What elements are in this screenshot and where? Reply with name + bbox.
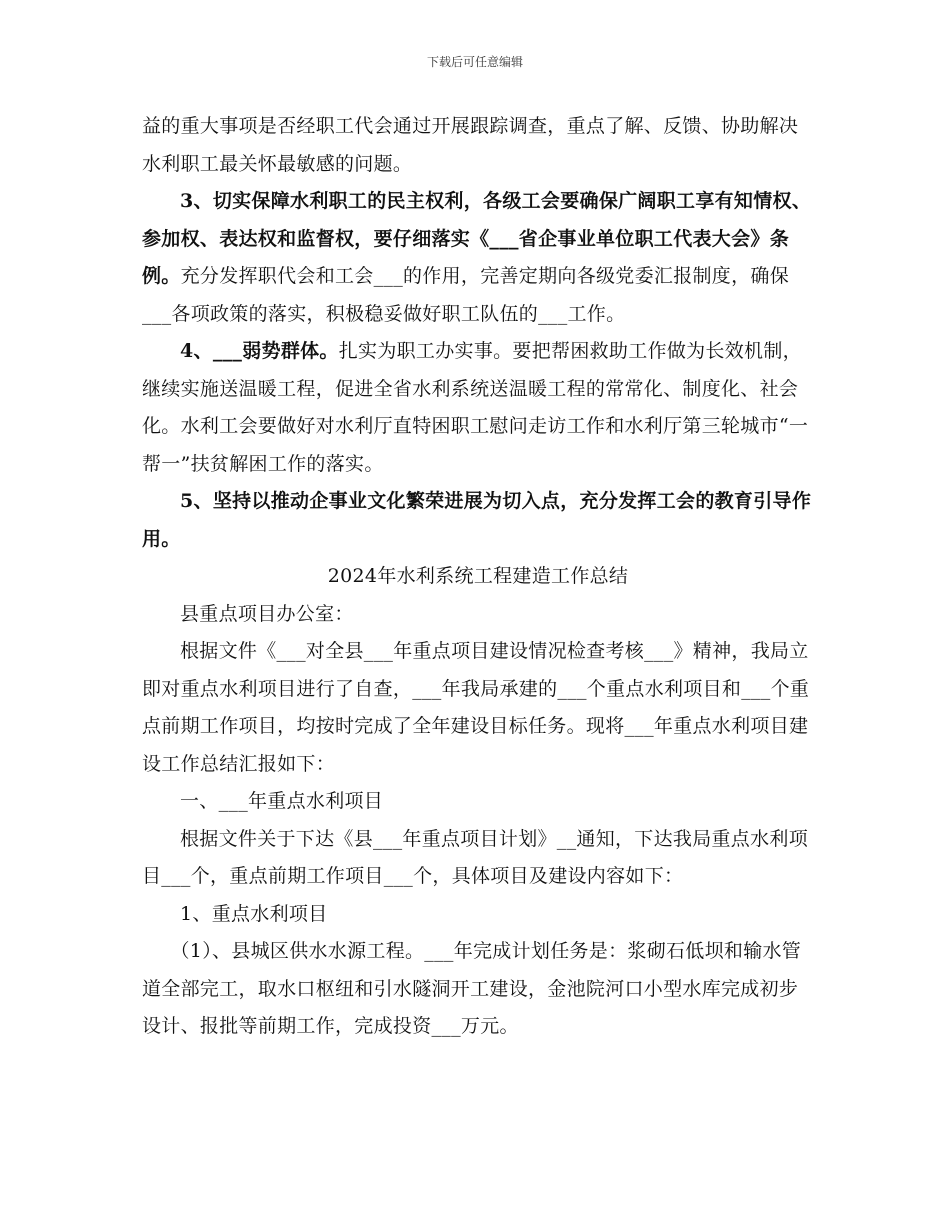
paragraph [142, 333, 814, 483]
paragraph-text: 扎实为职工办实事。要把帮困救助工作做为长效机制，继续实施送温暖工程，促进全省水利系统送温暖工程的常常化、制度化、社会化。水利工会要做好对水利厅直特困职工慰问走访工作和水利厅第三轮城市“一帮一”扶贫解困工作的落实。 [142, 340, 809, 475]
document-body [142, 108, 814, 1046]
paragraph: 根据文件《___对全县___年重点项目建设情况检查考核___》精神，我局立即对重点水利项目进行了自查，___年我局承建的___个重点水利项目和___个重点前期工作项目，均按时完成了全年建设目标任务。现将___年重点水利项目建设工作总结汇报如下： [142, 640, 810, 775]
document-title: 2024年水利系统工程建造工作总结 [327, 565, 629, 587]
salutation: 县重点项目办公室： [180, 602, 354, 625]
bold-heading: 3、切实保障水利职工的民主权利，各级工会要确保广阔职工享有知情权、参加权、表达权和监督权，要仔细落实《___省企事业单位职工代表大会》条例。 [142, 190, 812, 287]
paragraph: 益的重大事项是否经职工代会通过开展跟踪调查，重点了解、反馈、协助解决水利职工最关怀最敏感的问题。 [142, 115, 799, 175]
paragraph: 根据文件关于下达《县___年重点项目计划》__通知，下达我局重点水利项目___个，重点前期工作项目___个，具体项目及建设内容如下： [142, 827, 809, 887]
bold-paragraph: 5、坚持以推动企事业文化繁荣进展为切入点，充分发挥工会的教育引导作用。 [142, 490, 812, 550]
paragraph [142, 183, 814, 333]
bold-heading: 4、___弱势群体。 [180, 340, 339, 362]
paragraph: （1）、县城区供水水源工程。___年完成计划任务是：浆砌石低坝和输水管道全部完工，取水口枢纽和引水隧洞开工建设，金池院河口小型水库完成初步设计、报批等前期工作，完成投资___万元。 [142, 940, 802, 1037]
section-heading: 一、___年重点水利项目 [180, 790, 384, 812]
page-header: 下载后可任意编辑 [426, 55, 523, 69]
paragraph-text: 充分发挥职代会和工会___的作用，完善定期向各级党委汇报制度，确保___各项政策的落实，积极稳妥做好职工队伍的___工作。 [142, 265, 790, 325]
subsection-heading: 1、重点水利项目 [180, 902, 328, 925]
